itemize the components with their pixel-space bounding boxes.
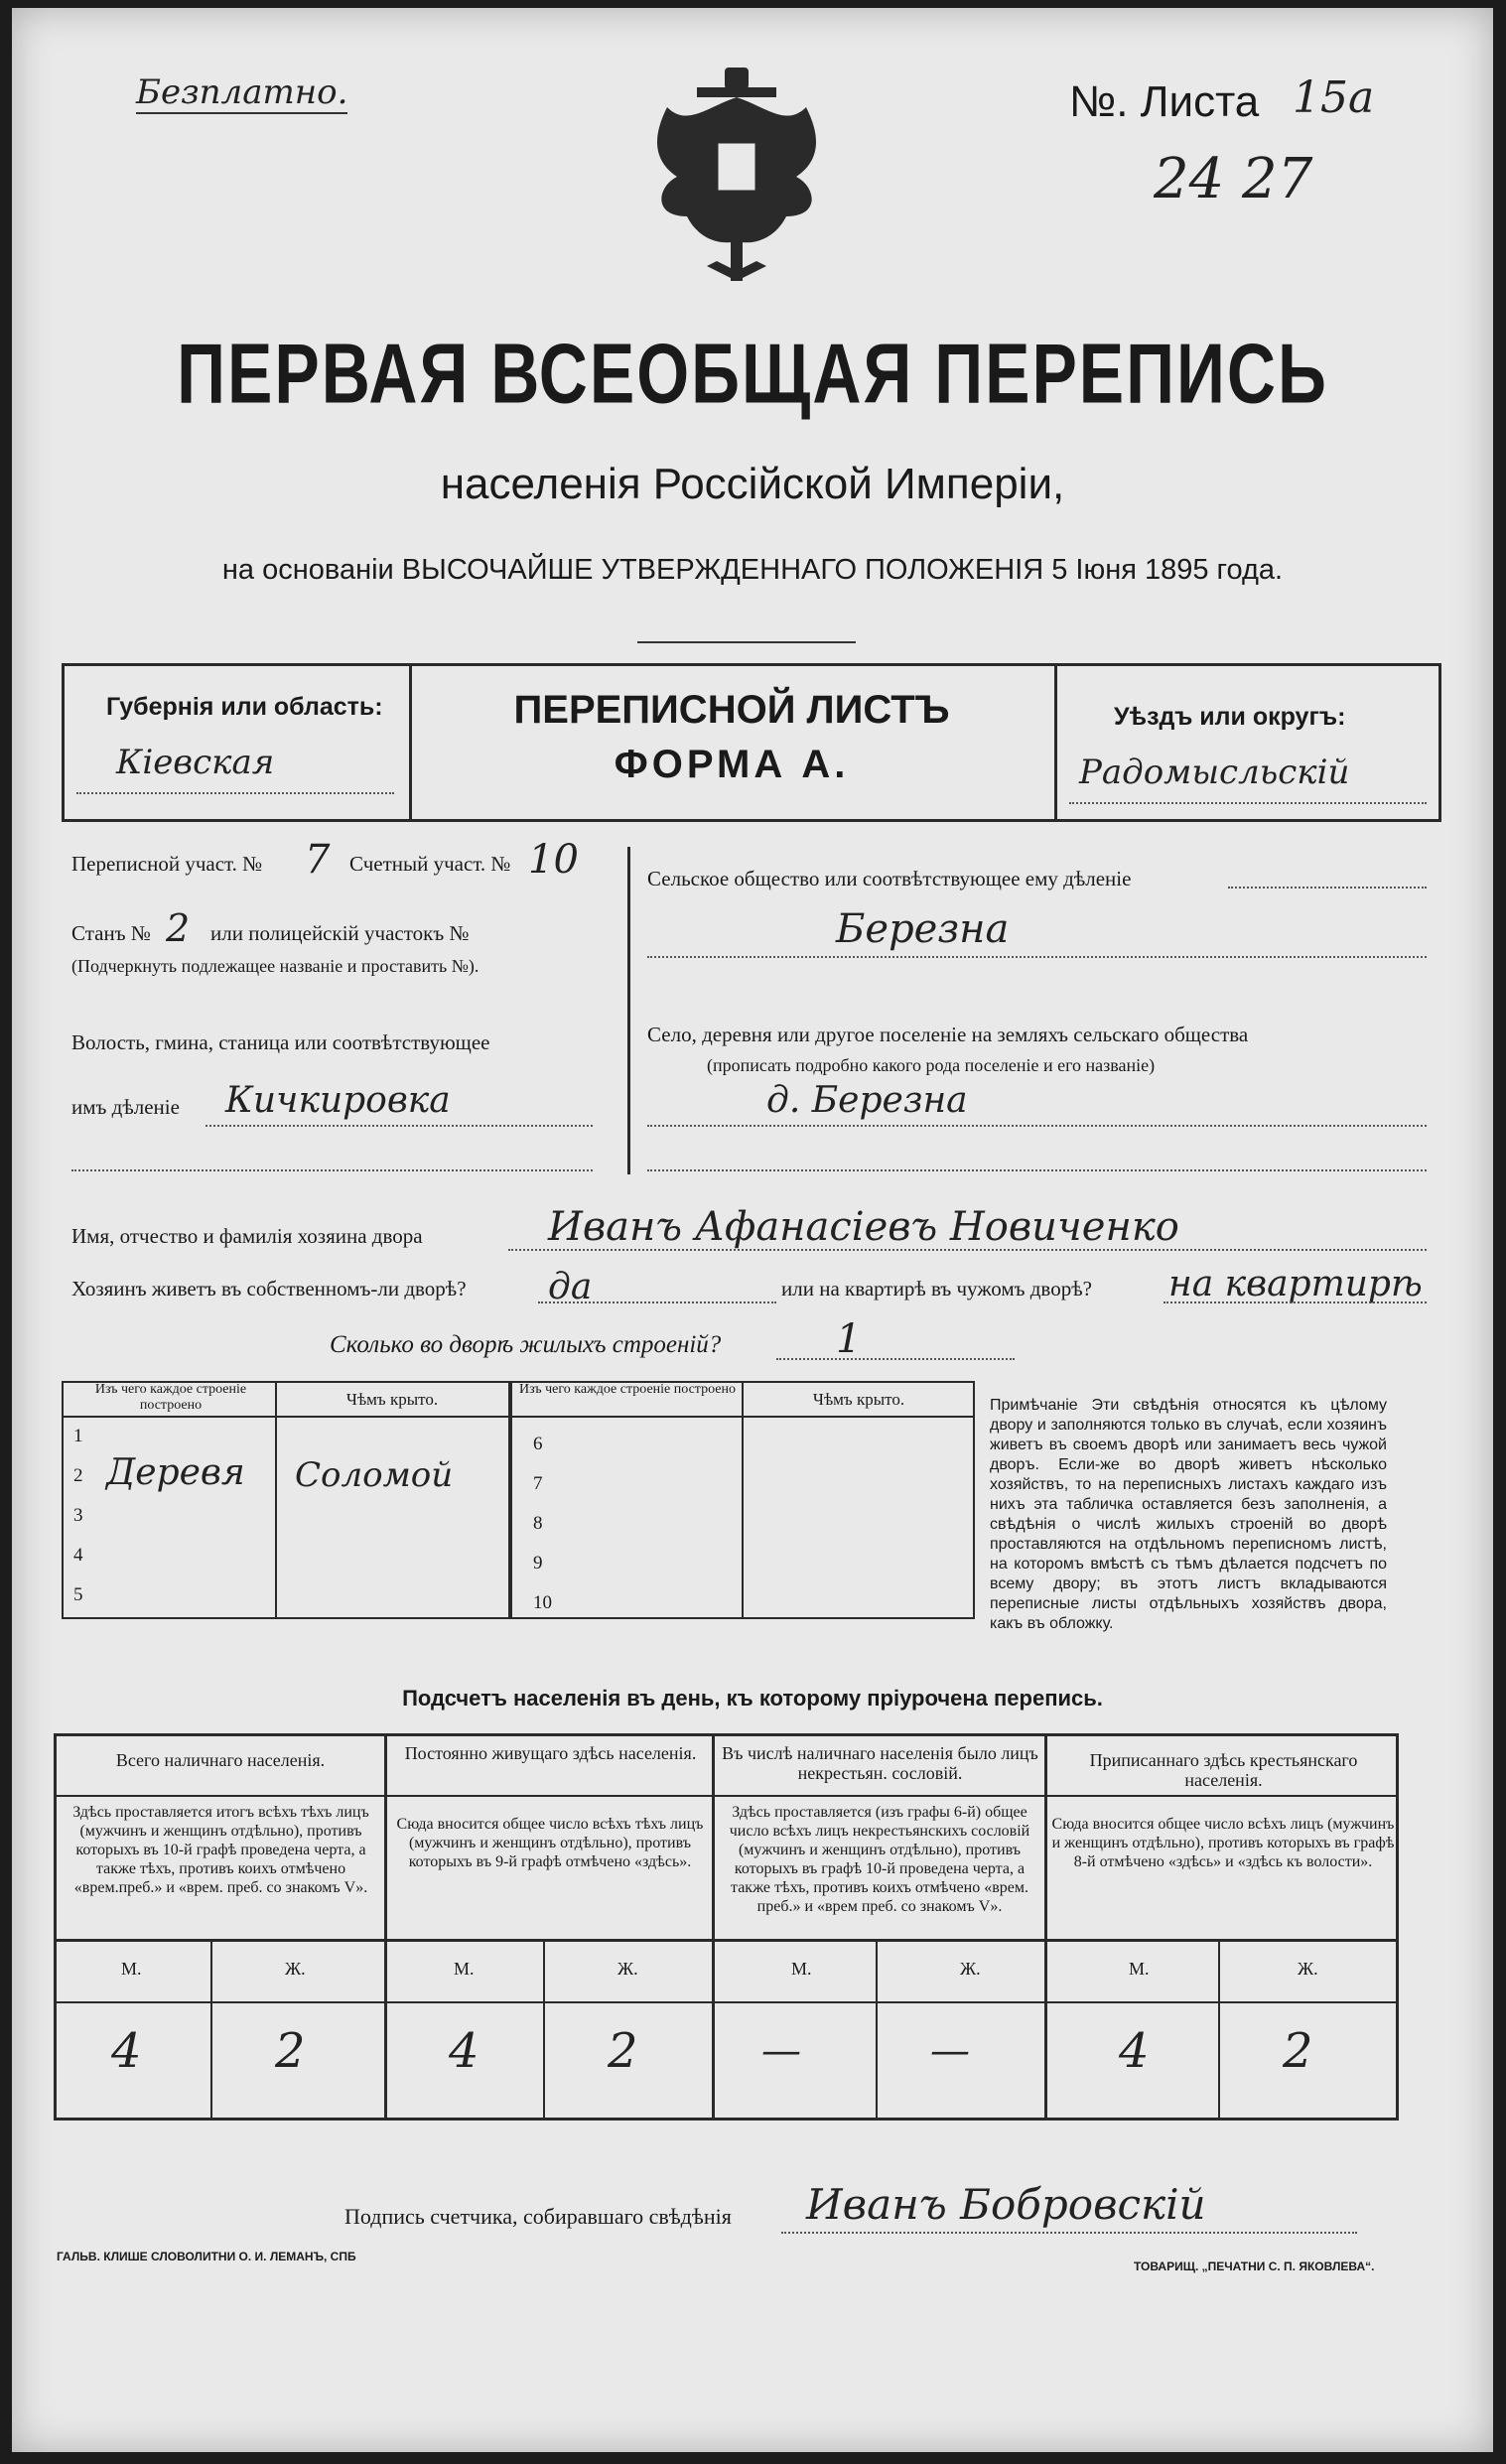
note-underline: (Подчеркнуть подлежащее названіе и проставить №).	[71, 956, 479, 976]
gubernia-label: Губернія или область:	[106, 693, 383, 721]
uezd-value: Радомысльскій	[1079, 753, 1350, 792]
pop-col4-title: Приписаннаго здѣсь крестьянскаго населенія.	[1089, 1750, 1358, 1790]
pop-col1-title: Всего наличнаго населенія.	[115, 1750, 326, 1770]
row-num-2: 2	[73, 1465, 83, 1486]
sheet-number-label: №. Листа	[1069, 77, 1260, 126]
pop-col3-f-label: Ж.	[960, 1959, 981, 1979]
pop-col2-title: Постоянно живущаго здѣсь населенія.	[404, 1743, 697, 1763]
row-num-6: 6	[533, 1434, 543, 1454]
col-roof-header-2: Чѣмъ крыто.	[812, 1390, 905, 1409]
pop-col4-m-label: М.	[1129, 1959, 1150, 1979]
pop-col1-m-value: 4	[111, 2023, 142, 2079]
owner-lives-label: Хозяинъ живетъ въ собственномъ-ли дворѣ?	[71, 1277, 467, 1300]
pop-col2-m-value: 4	[449, 2023, 479, 2079]
col-roof-header: Чѣмъ крыто.	[345, 1390, 439, 1409]
society-value: Березна	[836, 906, 1010, 952]
district-label: Переписной участ. №	[71, 852, 263, 876]
row-num-10: 10	[533, 1592, 552, 1613]
subtitle: населенія Россійской Имперіи,	[440, 460, 1065, 508]
owner-lives-value: да	[548, 1267, 593, 1307]
pop-col3-f-value: —	[930, 2028, 970, 2074]
col-material-header: Изъ чего каждое строеніе построено	[94, 1382, 247, 1413]
census-sheet	[12, 8, 1493, 2452]
signature-value: Иванъ Бобровскій	[806, 2180, 1206, 2229]
buildings-value: 1	[836, 1316, 862, 1362]
form-label: ФОРМА А.	[614, 743, 850, 786]
stan-value: 2	[166, 906, 191, 950]
pop-col3-m-label: М.	[791, 1959, 812, 1979]
uezd-label: Уѣздъ или округъ:	[1114, 703, 1346, 731]
sheet-number-hand: 15а	[1293, 72, 1375, 123]
owner-rent-value: на квартирѣ	[1168, 1264, 1423, 1304]
row-num-8: 8	[533, 1513, 543, 1534]
pop-col1-desc: Здѣсь проставляется итогъ всѣхъ тѣхъ лицъ (мужчинъ и женщинъ отдѣльно), противъ которыхъ въ 10-й графѣ проведена черта, а также тѣхъ, противъ коихъ отмѣчено «врем.преб.» и «врем. преб. со знакомъ V».	[72, 1804, 369, 1896]
society-label: Сельское общество или соотвѣтствующее ему дѣленіе	[647, 867, 1132, 890]
district-value: 7	[305, 837, 331, 883]
row2-roof: Соломой	[295, 1455, 454, 1495]
free-label: Безплатно.	[136, 72, 348, 112]
gubernia-value: Кіевская	[116, 743, 275, 782]
owner-rent-label: или на квартирѣ въ чужомъ дворѣ?	[781, 1277, 1092, 1300]
sheet-title: ПЕРЕПИСНОЙ ЛИСТЪ	[513, 688, 950, 732]
village-label: Село, деревня или другое поселеніе на земляхъ сельскаго общества	[647, 1023, 1249, 1046]
owner-name-value: Иванъ Афанасіевъ Новиченко	[548, 1204, 1179, 1250]
pop-col1-f-value: 2	[275, 2023, 306, 2079]
pop-col3-title: Въ числѣ наличнаго населенія было лицъ некрестьян. сословій.	[722, 1743, 1038, 1783]
pop-col2-m-label: М.	[454, 1959, 475, 1979]
remark-text: Примѣчаніе Эти свѣдѣнія относятся къ цѣлому двору и заполняются только въ случаѣ, если хозяинъ живетъ въ своемъ дворѣ или занимаетъ весь чужой дворъ. Если-же во дворѣ живетъ нѣсколько хозяйствъ, то на переписныхъ листахъ каждаго изъ нихъ эта табличка оставляется безъ заполненія, а свѣдѣнія о числѣ жилыхъ строеній во дворѣ проставляются на отдѣльномъ переписномъ листѣ, на которомъ вмѣстѣ съ тѣмъ дѣлается подсчетъ по всему двору; въ этотъ листъ вкладываются переписные листы отдѣльныхъ хозяйствъ двора, какъ въ обложку.	[990, 1397, 1387, 1632]
ornament-divider	[637, 641, 856, 643]
police-label: или полицейскій участокъ №	[210, 921, 470, 945]
volost-label-1: Волость, гмина, станица или соотвѣтствующее	[71, 1030, 490, 1054]
sheet-number-hand-2: 24 27	[1154, 147, 1313, 211]
pop-col4-desc: Сюда вносится общее число всѣхъ лицъ (мужчинъ и женщинъ отдѣльно), противъ которыхъ въ графѣ 8-й отмѣчено «здѣсь» и «здѣсь къ волости».	[1051, 1816, 1395, 1870]
pop-col4-f-value: 2	[1283, 2023, 1313, 2079]
owner-name-label: Имя, отчество и фамилія хозяина двора	[71, 1224, 423, 1248]
double-eagle-emblem-icon	[637, 68, 836, 286]
pop-col3-m-value: —	[761, 2028, 801, 2074]
population-table	[54, 1733, 1399, 2121]
buildings-label: Сколько во дворѣ жилыхъ строеній?	[330, 1331, 722, 1358]
stan-label: Станъ №	[71, 921, 151, 945]
volost-value: Кичкировка	[225, 1080, 451, 1121]
count-value: 10	[528, 837, 579, 883]
col-material-header-2: Изъ чего каждое строеніе построено	[519, 1382, 736, 1397]
pop-col4-m-value: 4	[1119, 2023, 1150, 2079]
page-title: ПЕРВАЯ ВСЕОБЩАЯ ПЕРЕПИСЬ	[177, 327, 1328, 422]
signature-label: Подпись счетчика, собиравшаго свѣдѣнія	[344, 2204, 732, 2229]
volost-label-2: имъ дѣленіе	[71, 1095, 180, 1119]
footer-left: ГАЛЬВ. КЛИШЕ СЛОВОЛИТНИ О. И. ЛЕМАНЪ, СПБ	[57, 2250, 356, 2263]
village-note: (прописать подробно какого рода поселеніе и его названіе)	[707, 1055, 1156, 1075]
row-num-9: 9	[533, 1553, 543, 1574]
village-value: д. Березна	[766, 1080, 968, 1121]
count-label: Счетный участ. №	[349, 852, 511, 876]
row-num-3: 3	[73, 1505, 83, 1526]
pop-col2-f-label: Ж.	[617, 1959, 638, 1979]
basis-line: на основаніи ВЫСОЧАЙШЕ УТВЕРЖДЕННАГО ПОЛОЖЕНІЯ 5 Іюня 1895 года.	[221, 554, 1284, 586]
row-num-4: 4	[73, 1545, 83, 1566]
pop-col2-desc: Сюда вносится общее число всѣхъ тѣхъ лицъ (мужчинъ и женщинъ отдѣльно), противъ которыхъ въ 9-й графѣ отмѣчено «здѣсь».	[396, 1816, 704, 1870]
population-heading: Подсчетъ населенія въ день, къ которому пріурочена перепись.	[402, 1686, 1103, 1711]
row-num-5: 5	[73, 1584, 83, 1605]
pop-col3-desc: Здѣсь проставляется (изъ графы 6-й) общее число всѣхъ лицъ некрестьянскихъ сословій (мужчинъ и женщинъ отдѣльно), противъ которыхъ въ графѣ 10-й проведена черта, а также тѣхъ, противъ коихъ отмѣчено «врем. преб.» и «врем преб. со знакомъ V».	[729, 1804, 1030, 1915]
pop-col1-f-label: Ж.	[285, 1959, 306, 1979]
row-num-7: 7	[533, 1473, 543, 1494]
pop-col2-f-value: 2	[608, 2023, 638, 2079]
row2-material: Деревя	[106, 1452, 245, 1493]
row-num-1: 1	[73, 1426, 83, 1446]
pop-col4-f-label: Ж.	[1298, 1959, 1318, 1979]
pop-col1-m-label: М.	[121, 1959, 142, 1979]
footer-right: ТОВАРИЩ. „ПЕЧАТНИ С. П. ЯКОВЛЕВА“.	[1134, 2259, 1375, 2273]
